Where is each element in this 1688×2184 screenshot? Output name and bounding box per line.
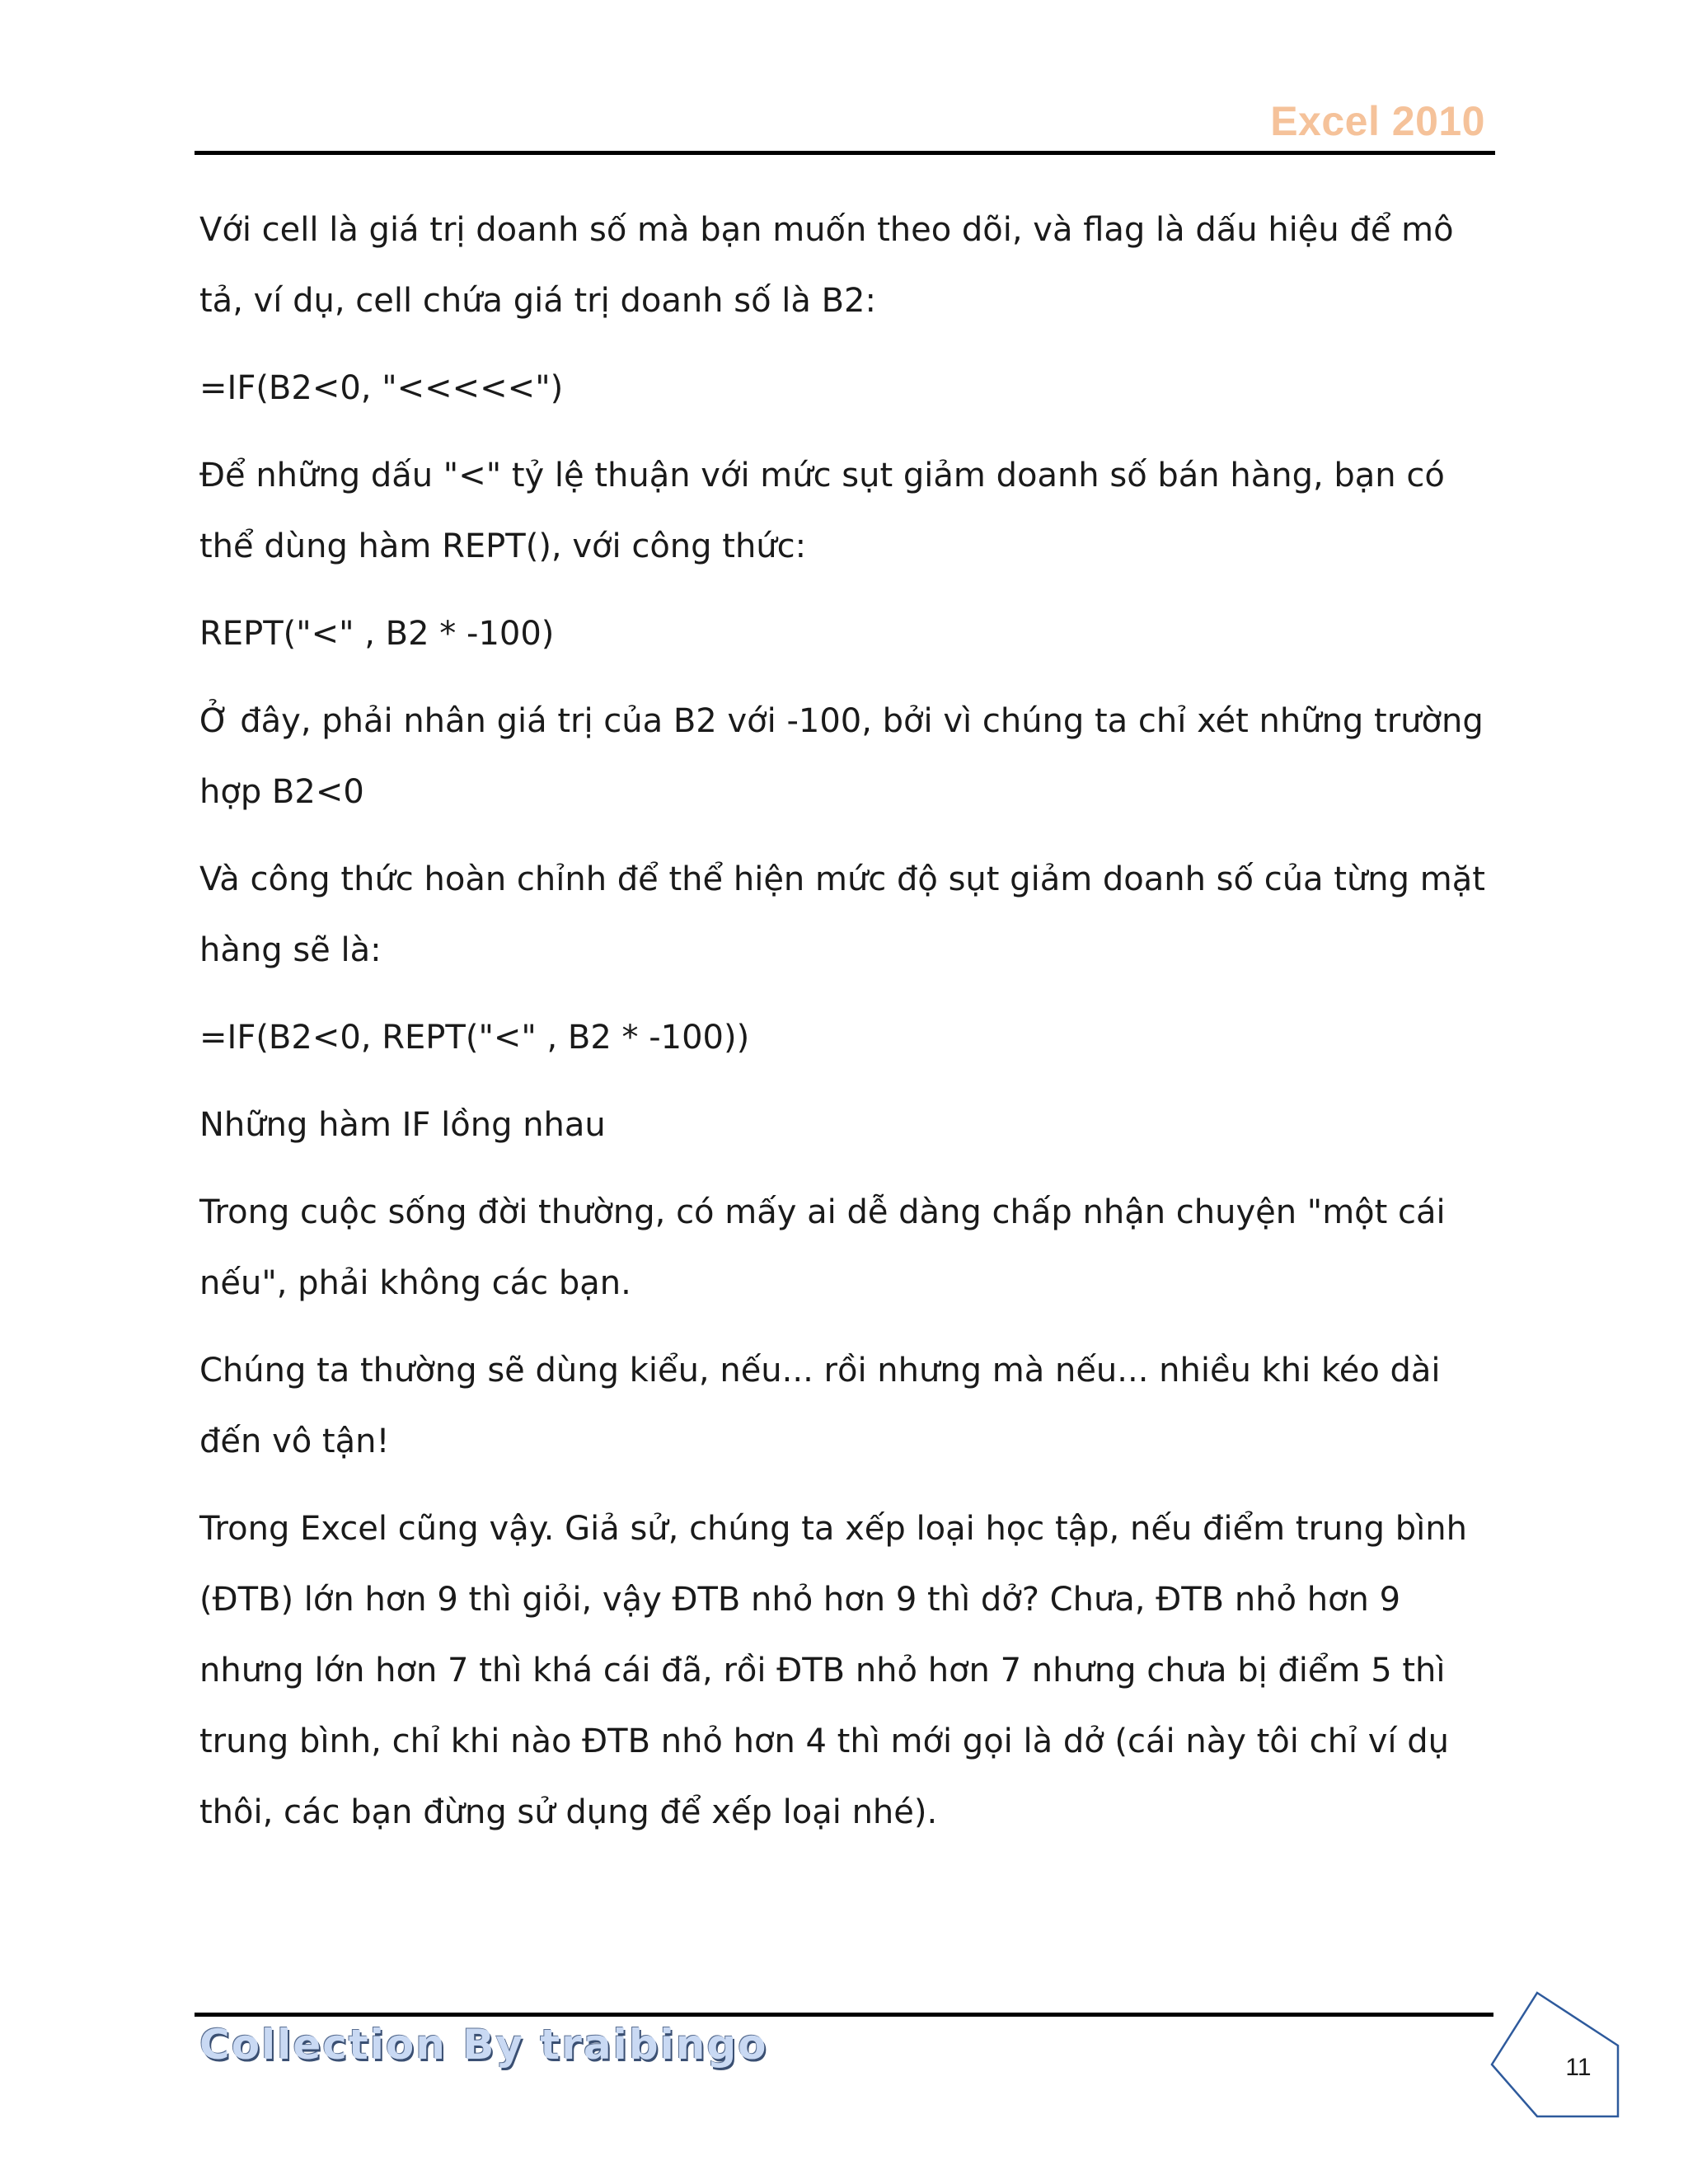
page-content bbox=[199, 194, 1498, 1864]
page-badge-pentagon-icon bbox=[1488, 1986, 1628, 2126]
paragraph: REPT("<" , B2 * -100) bbox=[199, 615, 555, 653]
paragraph: Với cell là giá trị doanh số mà bạn muốn theo dõi, và flag là dấu hiệu để mô tả, ví dụ, cell chứa giá trị doanh số là B2: bbox=[199, 211, 1454, 320]
paragraph: Chúng ta thường sẽ dùng kiểu, nếu... rồi nhưng mà nếu... nhiều khi kéo dài đến vô tận! bbox=[199, 1352, 1441, 1460]
paragraph: =IF(B2<0, "<<<<<") bbox=[199, 369, 564, 407]
section-heading: Những hàm IF lồng nhau bbox=[199, 1106, 606, 1144]
page-number: 11 bbox=[1565, 2054, 1592, 2081]
paragraph: Trong Excel cũng vậy. Giả sử, chúng ta xếp loại học tập, nếu điểm trung bình (ĐTB) lớn hơn 9 thì giỏi, vậy ĐTB nhỏ hơn 9 thì dở? Chưa, ĐTB nhỏ hơn 9 nhưng lớn hơn 7 thì khá cái đã, rồi ĐTB nhỏ hơn 7 nhưng chưa bị điểm 5 thì trung bình, chỉ khi nào ĐTB nhỏ hơn 4 thì mới gọi là dở (cái này tôi chỉ ví dụ thôi, các bạn đừng sử dụng để xếp loại nhé). bbox=[199, 1510, 1467, 1831]
paragraph: Ở đây, phải nhân giá trị của B2 với -100, bởi vì chúng ta chỉ xét những trường hợp B2<0 bbox=[199, 702, 1484, 811]
paragraph: Trong cuộc sống đời thường, có mấy ai dễ dàng chấp nhận chuyện "một cái nếu", phải không các bạn. bbox=[199, 1193, 1446, 1302]
paragraph: =IF(B2<0, REPT("<" , B2 * -100)) bbox=[199, 1019, 750, 1057]
page-header-title: Excel 2010 bbox=[1270, 98, 1485, 144]
footer-brand: Collection By traibingo bbox=[199, 2021, 768, 2069]
footer-rule bbox=[195, 2013, 1493, 2017]
header-rule bbox=[195, 151, 1495, 155]
paragraph: Và công thức hoàn chỉnh để thể hiện mức độ sụt giảm doanh số của từng mặt hàng sẽ là: bbox=[199, 860, 1485, 969]
paragraph: Để những dấu "<" tỷ lệ thuận với mức sụt giảm doanh số bán hàng, bạn có thể dùng hàm REPT(), với công thức: bbox=[199, 457, 1445, 565]
